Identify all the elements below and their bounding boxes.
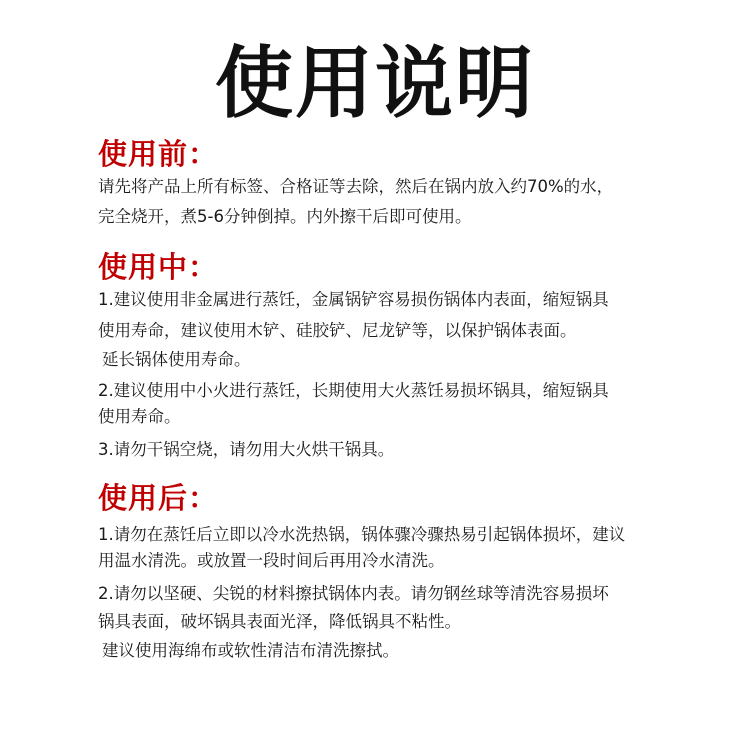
instruction-line: 2.建议使用中小火进行蒸饪，长期使用大火蒸饪易损坏锅具，缩短锅具 — [98, 381, 609, 400]
instruction-line: 1.建议使用非金属进行蒸饪，金属锅铲容易损伤锅体内表面，缩短锅具 — [98, 290, 609, 309]
instruction-line: 请先将产品上所有标签、合格证等去除，然后在锅内放入约70%的水， — [98, 177, 614, 196]
instruction-line: 建议使用海绵布或软性清洁布清洗擦拭。 — [102, 641, 399, 660]
section-heading-before-use: 使用前： — [98, 137, 219, 171]
instruction-line: 用温水清洗。或放置一段时间后再用冷水清洗。 — [98, 551, 445, 570]
instruction-line: 使用寿命。 — [98, 407, 181, 426]
instruction-line: 使用寿命，建议使用木铲、硅胶铲、尼龙铲等，以保护锅体表面。 — [98, 321, 577, 340]
section-heading-during-use: 使用中： — [98, 250, 219, 284]
instruction-line: 2.请勿以坚硬、尖锐的材料擦拭锅体内表。请勿钢丝球等清洗容易损坏 — [98, 584, 609, 603]
instruction-line: 延长锅体使用寿命。 — [102, 350, 251, 369]
instruction-line: 完全烧开，煮5-6分钟倒掉。内外擦干后即可使用。 — [98, 207, 472, 226]
instruction-line: 1.请勿在蒸饪后立即以冷水洗热锅，锅体骤冷骤热易引起锅体损坏，建议 — [98, 525, 626, 544]
page-title: 使用说明 — [214, 39, 535, 129]
instruction-line: 锅具表面，破坏锅具表面光泽，降低锅具不粘性。 — [98, 612, 461, 631]
section-heading-after-use: 使用后： — [98, 481, 219, 515]
instruction-line: 3.请勿干锅空烧，请勿用大火烘干锅具。 — [98, 440, 395, 459]
